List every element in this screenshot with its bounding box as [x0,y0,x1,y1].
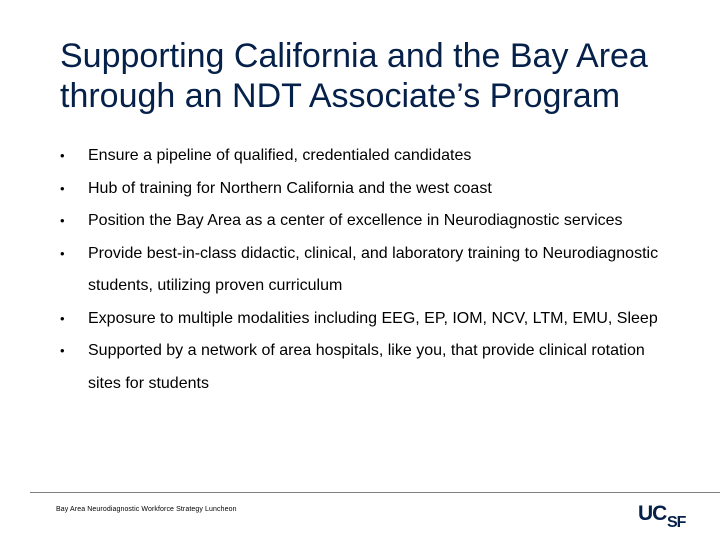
footer-caption: Bay Area Neurodiagnostic Workforce Strategy Luncheon [56,506,237,513]
bullet-text: Exposure to multiple modalities including EEG, EP, IOM, NCV, LTM, EMU, Sleep [88,309,658,327]
bullet-marker: • [60,213,65,228]
title-line-1: Supporting California and the Bay Area [60,37,648,75]
bullet-item [60,140,660,173]
slide-title [60,36,700,116]
bullet-text: Supported by a network of area hospitals, like you, that provide clinical rotation sites for students [88,342,645,392]
bullet-item [60,335,660,400]
bullet-list [60,140,660,400]
bullet-marker: • [60,148,65,163]
title-line-2: through an NDT Associate’s Program [60,77,621,115]
bullet-item [60,238,660,303]
logo-uc: UC [638,502,667,525]
bullet-text: Position the Bay Area as a center of excellence in Neurodiagnostic services [88,212,623,229]
logo-sf: SF [667,514,686,528]
bullet-marker: • [60,245,65,261]
ucsf-logo [638,500,690,528]
bullet-text: Provide best-in-class didactic, clinical, and laboratory training to Neurodiagnostic students, utilizing proven curriculum [88,244,659,294]
footer-divider [30,492,720,493]
bullet-item [60,303,660,336]
bullet-item [60,173,660,206]
bullet-text: Hub of training for Northern California and the west coast [88,179,492,197]
bullet-marker: • [60,180,65,196]
bullet-item [60,205,660,238]
bullet-text: Ensure a pipeline of qualified, credentialed candidates [88,147,472,164]
bullet-marker: • [60,343,65,358]
bullet-marker: • [60,310,65,326]
